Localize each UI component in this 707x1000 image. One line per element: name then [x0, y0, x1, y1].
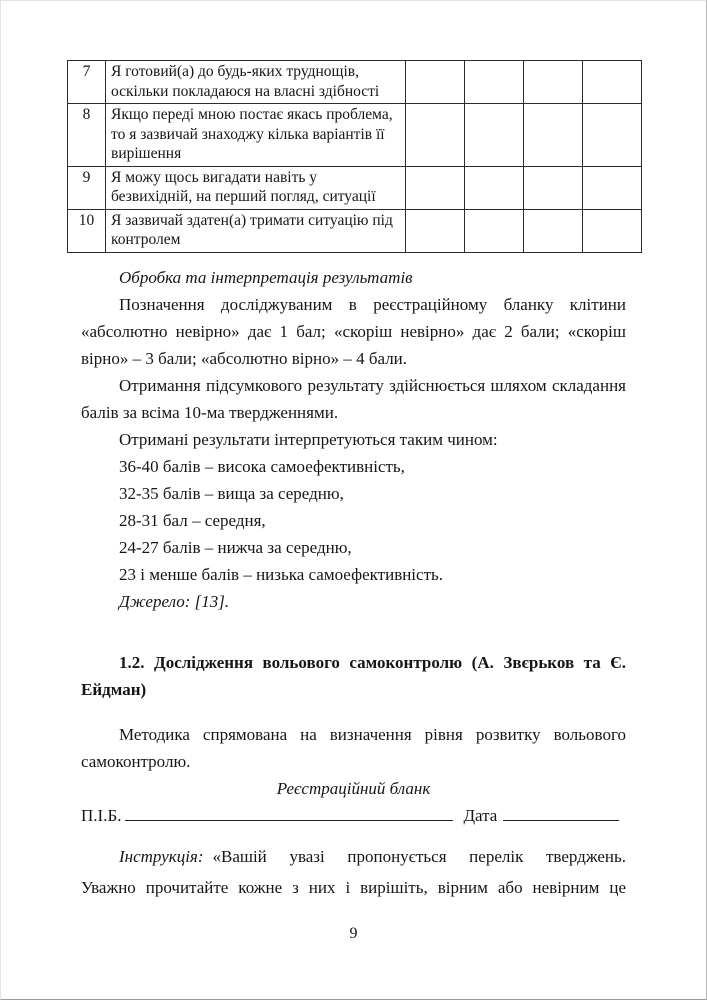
score-line: 23 і менше балів – низька самоефективність.	[119, 564, 444, 584]
answer-cell	[406, 61, 465, 104]
answer-cell	[465, 166, 524, 209]
row-number: 9	[68, 166, 106, 209]
answer-cell	[406, 166, 465, 209]
page-number: 9	[349, 925, 358, 942]
scoring-paragraph: Позначення досліджуваним в реєстраційному бланку клітини «абсолютно невірно» дає 1 бал; «скоріш невірно» дає 2 бали; «скоріш вірно» – 3 бали; «абсолютно вірно» – 4 бали.	[81, 294, 626, 368]
statement-text: Я зазвичай здатен(а) тримати ситуацію під контролем	[106, 209, 406, 252]
name-blank-line	[125, 807, 453, 821]
results-intro: Отримані результати інтерпретуються таким чином:	[119, 429, 498, 449]
answer-cell	[465, 209, 524, 252]
row-number: 10	[68, 209, 106, 252]
table-row	[68, 209, 642, 252]
instruction-paragraph	[81, 841, 626, 903]
source-note: Джерело: [13].	[119, 591, 230, 611]
answer-cell	[583, 104, 642, 167]
section-heading: 1.2. Дослідження вольового самоконтролю (А. Звєрьков та Є. Ейдман)	[81, 652, 626, 699]
answer-cell	[406, 209, 465, 252]
score-line: 24-27 балів – нижча за середню,	[119, 537, 352, 557]
answer-cell	[406, 104, 465, 167]
answer-cell	[583, 209, 642, 252]
table-row	[68, 166, 642, 209]
processing-heading: Обробка та інтерпретація результатів	[119, 267, 413, 287]
method-paragraph: Методика спрямована на визначення рівня розвитку вольового самоконтролю.	[81, 724, 626, 771]
table-row	[68, 61, 642, 104]
row-number: 8	[68, 104, 106, 167]
statement-text: Я готовий(а) до будь-яких труднощів, оскільки покладаюся на власні здібності	[106, 61, 406, 104]
answer-cell	[524, 166, 583, 209]
answer-cell	[583, 166, 642, 209]
answer-cell	[524, 104, 583, 167]
instruction-text-1: «Вашій увазі пропонується перелік тверджень.	[212, 846, 626, 866]
date-label: Дата	[463, 805, 498, 825]
score-line: 36-40 балів – висока самоефективність,	[119, 456, 405, 476]
name-label: П.І.Б.	[81, 805, 122, 825]
instruction-label: Інструкція:	[119, 846, 204, 866]
instruction-line-2: Уважно прочитайте кожне з них і вирішіть, вірним або невірним це	[81, 877, 626, 897]
score-interpretation-list	[81, 453, 626, 588]
table-row	[68, 104, 642, 167]
answer-cell	[524, 61, 583, 104]
answer-cell	[583, 61, 642, 104]
sum-paragraph: Отримання підсумкового результату здійснюється шляхом складання балів за всіма 10-ма твердженнями.	[81, 375, 626, 422]
answer-cell	[465, 104, 524, 167]
statement-text: Я можу щось вигадати навіть у безвихідній, на перший погляд, ситуації	[106, 166, 406, 209]
form-title: Реєстраційний бланк	[276, 778, 431, 798]
name-date-row	[81, 802, 626, 829]
score-line: 28-31 бал – середня,	[119, 510, 266, 530]
answer-cell	[524, 209, 583, 252]
question-table	[67, 60, 642, 253]
score-line: 32-35 балів – вища за середню,	[119, 483, 344, 503]
instruction-line-1	[81, 841, 626, 872]
answer-cell	[465, 61, 524, 104]
date-blank-line	[503, 807, 619, 821]
row-number: 7	[68, 61, 106, 104]
statement-text: Якщо переді мною постає якась проблема, то я зазвичай знаходжу кілька варіантів її вирішення	[106, 104, 406, 167]
